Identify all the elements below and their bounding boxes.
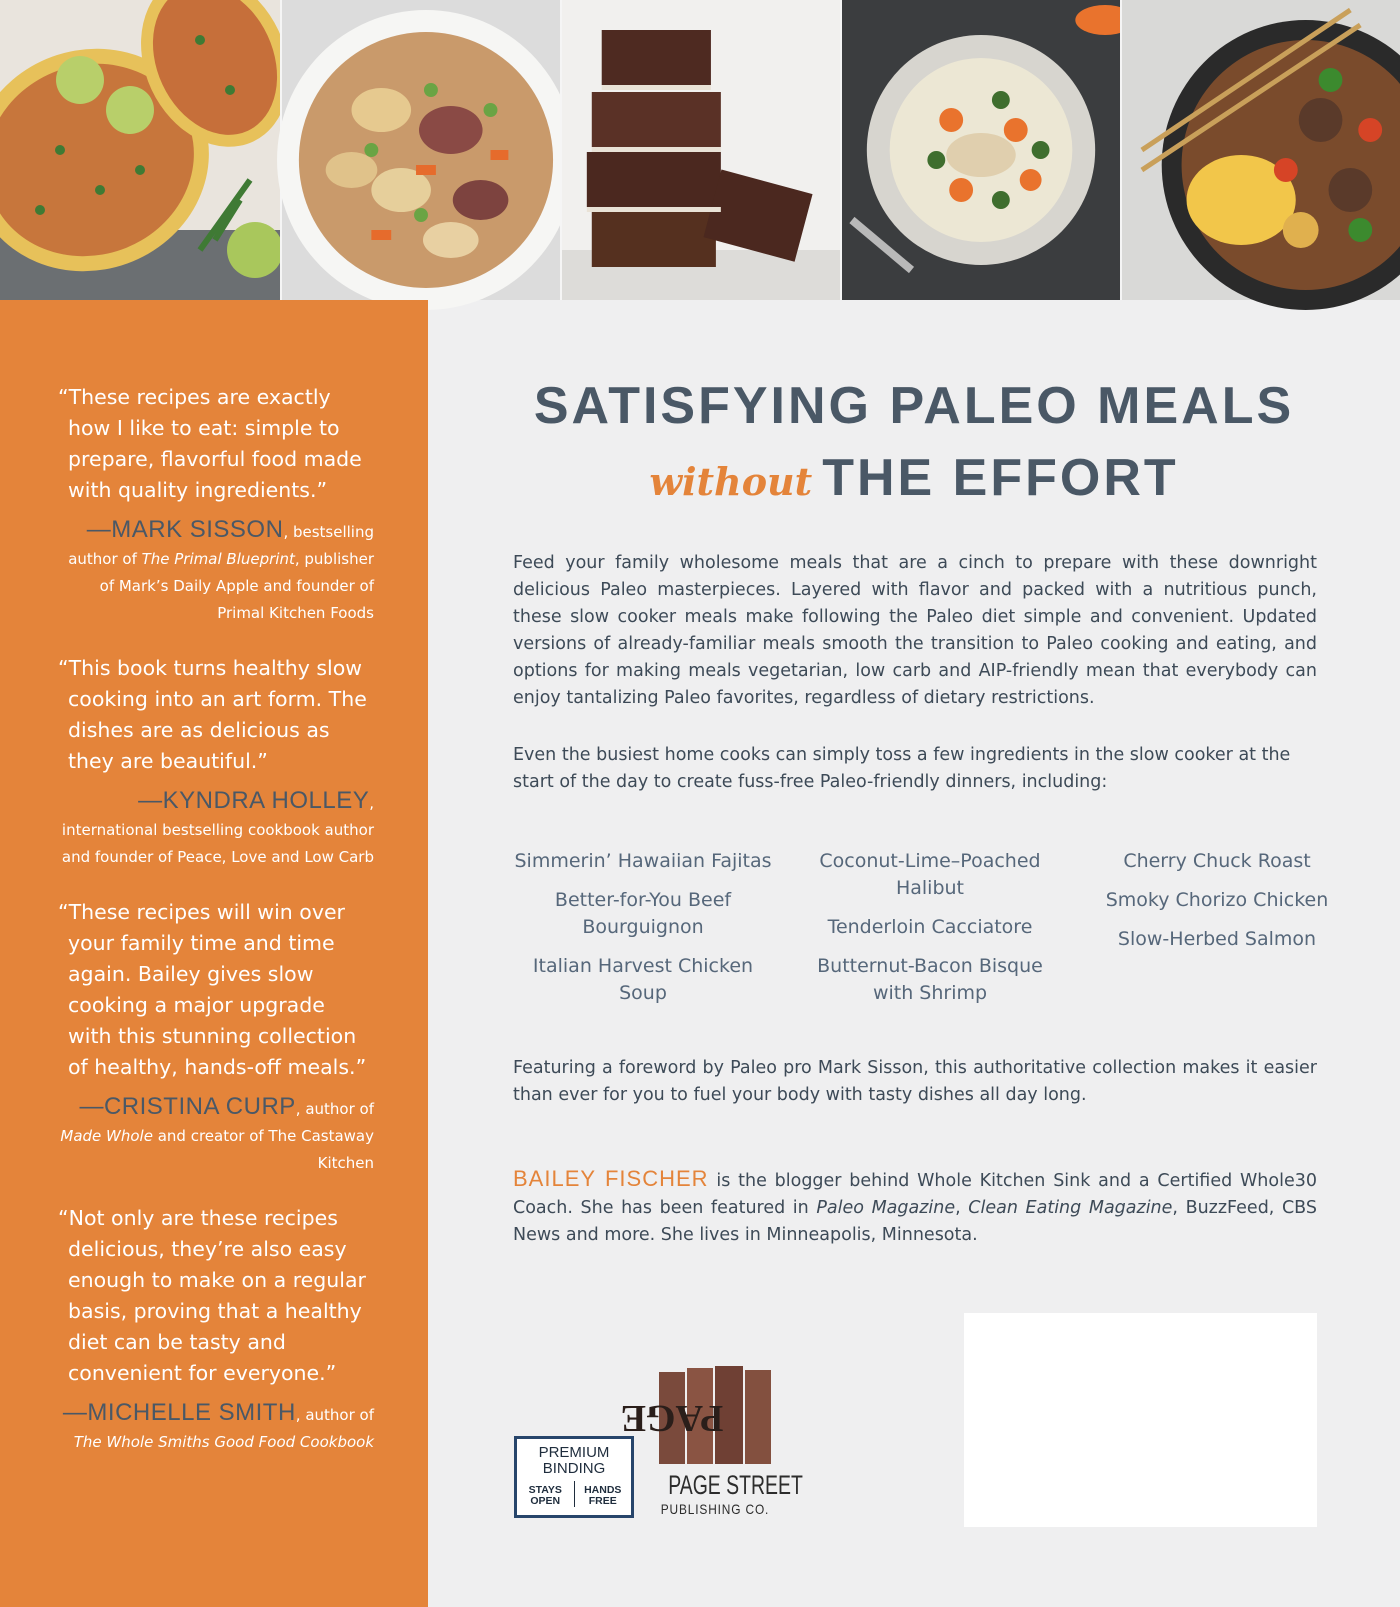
recipe-column (800, 848, 1060, 1019)
attribution-name: —MARK SISSON (86, 516, 284, 543)
publisher-subtitle: PUBLISHING CO. (660, 1501, 770, 1517)
recipe-column (513, 848, 773, 1019)
potato-sausage-bowl-photo (280, 0, 560, 300)
testimonial (58, 1203, 374, 1456)
barcode-area (964, 1313, 1317, 1527)
recipe-item: Italian Harvest Chicken Soup (532, 955, 754, 1004)
praise-sidebar (0, 300, 428, 1607)
headline-caps: THE EFFORT (822, 449, 1179, 507)
bio-text: is the blogger behind Whole Kitchen Sink and a Certified Whole30 Coach. She has been featured in (513, 1171, 1318, 1218)
magazine-title: Paleo Magazine (816, 1198, 956, 1218)
testimonial-attribution (58, 516, 374, 627)
bio-text: , (955, 1198, 969, 1218)
recipe-item: Butternut-Bacon Bisque with Shrimp (817, 955, 1043, 1004)
headline-line-2 (428, 448, 1400, 508)
attribution-name: —KYNDRA HOLLEY (138, 787, 370, 814)
chicken-soup-bowl-photo (840, 0, 1120, 300)
recipe-column (1087, 848, 1347, 1019)
testimonial-quote: “Not only are these recipes delicious, they’re also easy enough to make on a regular basis, proving that a healthy diet can be tasty and convenient for everyone.” (58, 1206, 366, 1385)
author-bio (513, 1165, 1317, 1249)
headline-line-1: SATISFYING PALEO MEALS (533, 377, 1295, 435)
recipe-item: Tenderloin Cacciatore (827, 916, 1033, 938)
bio-text: , BuzzFeed, CBS News and more. She lives in Minneapolis, Minnesota. (513, 1198, 1317, 1245)
headline-script-word: without (649, 459, 813, 504)
attribution-book-title: The Whole Smiths Good Food Cookbook (73, 1433, 374, 1451)
testimonial-quote: “These recipes are exactly how I like to eat: simple to prepare, flavorful food made with quality ingredients.” (58, 385, 362, 502)
description-paragraph: Feed your family wholesome meals that are a cinch to prepare with these downright delicious Paleo masterpieces. Layered with flavor and packed with a nutritious punch, these slow cooker meals make following the Paleo diet simple and convenient. Updated versions of already-familiar meals smooth the transition to Paleo cooking and eating, and options for making meals vegetarian, low carb and AIP-friendly mean that everybody can enjoy tantalizing Paleo favorites, regardless of dietary restrictions. (513, 553, 1317, 708)
badge-title: PREMIUM BINDING (538, 1444, 610, 1477)
attribution-text: , international bestselling cookbook author and founder of Peace, Love and Low Carb (61, 794, 374, 866)
testimonial (58, 382, 374, 627)
premium-binding-badge (514, 1436, 634, 1518)
intro-paragraph: Even the busiest home cooks can simply toss a few ingredients in the slow cooker at the start of the day to create fuss-free Paleo-friendly dinners, including: (513, 745, 1291, 792)
testimonial (58, 897, 374, 1177)
recipe-item: Smoky Chorizo Chicken (1105, 889, 1329, 911)
svg-text:PAGE: PAGE (620, 1397, 724, 1439)
stirfry-squash-bowl-photo (1120, 0, 1400, 300)
testimonial-attribution (58, 1093, 374, 1177)
recipe-item: Coconut-Lime–Poached Halibut (819, 850, 1041, 899)
recipe-item: Simmerin’ Hawaiian Fajitas (514, 850, 772, 872)
recipe-item: Cherry Chuck Roast (1123, 850, 1311, 872)
attribution-name: —CRISTINA CURP (79, 1093, 296, 1120)
attribution-name: —MICHELLE SMITH (62, 1399, 296, 1426)
foreword-paragraph: Featuring a foreword by Paleo pro Mark Sisson, this authoritative collection makes it easier than ever for you to fuel your body with tasty dishes all day long. (513, 1058, 1317, 1105)
publisher-name: PAGE STREET (668, 1470, 803, 1500)
recipe-list (513, 848, 1347, 1019)
attribution-text: , author of (295, 1100, 374, 1118)
attribution-text: , bestselling author of (68, 523, 374, 568)
magazine-title: Clean Eating Magazine (968, 1198, 1173, 1218)
back-cover-main (428, 300, 1400, 1607)
testimonial-quote: “These recipes will win over your family time and time again. Bailey gives slow cooking a major upgrade with this stunning collection of healthy, hands-off meals.” (58, 900, 367, 1079)
publisher-logo (620, 1364, 803, 1524)
attribution-text: , author of (295, 1406, 374, 1424)
attribution-book-title: Made Whole (60, 1127, 153, 1145)
testimonial-attribution (58, 787, 374, 871)
attribution-text: and creator of The Castaway Kitchen (152, 1127, 374, 1172)
spaghetti-squash-boats-photo (0, 0, 280, 300)
attribution-text: , publisher of Mark’s Daily Apple and founder of Primal Kitchen Foods (99, 550, 374, 622)
badge-book-icon: STAYS OPEN HANDS FREE (517, 1481, 631, 1507)
testimonial (58, 653, 374, 871)
recipe-item: Slow-Herbed Salmon (1117, 928, 1317, 950)
testimonial-attribution (58, 1399, 374, 1456)
testimonial-quote: “This book turns healthy slow cooking into an art form. The dishes are as delicious as they are beautiful.” (58, 656, 367, 773)
recipe-item: Better-for-You Beef Bourguignon (554, 889, 732, 938)
letterpress-blocks-icon (620, 1364, 773, 1468)
author-name: BAILEY FISCHER (513, 1166, 709, 1191)
attribution-book-title: The Primal Blueprint (141, 550, 295, 568)
photo-strip (0, 0, 1400, 300)
brownie-stack-photo (560, 0, 840, 300)
